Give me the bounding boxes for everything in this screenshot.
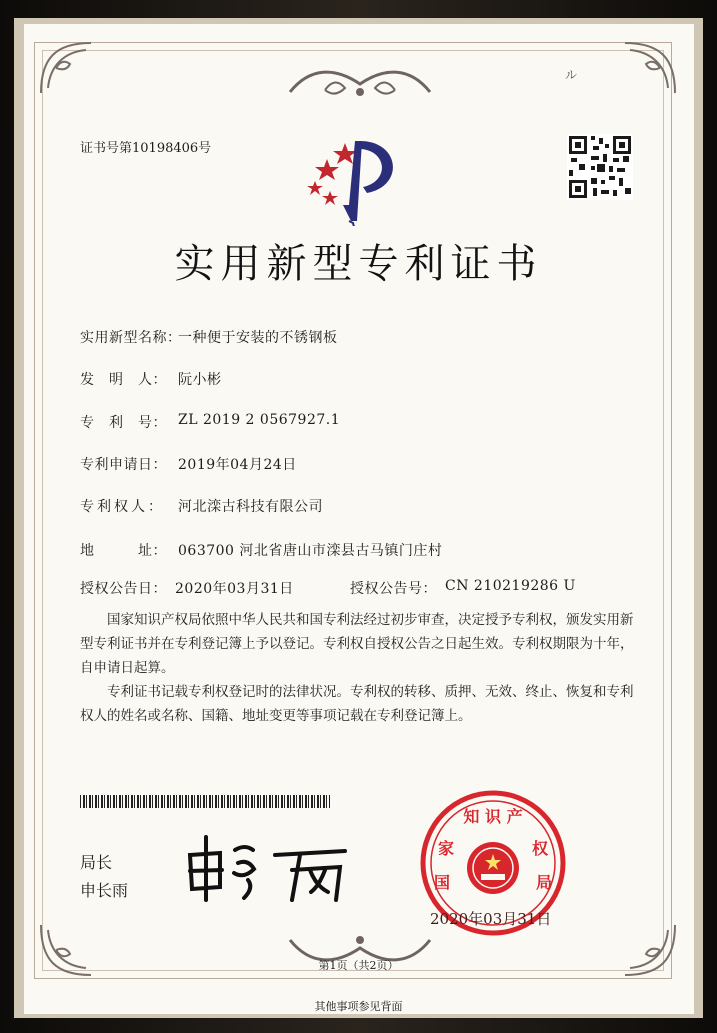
- field-value-address: 063700 河北省唐山市滦县古马镇门庄村: [178, 543, 443, 559]
- grant-number-label: 授权公告号：: [350, 581, 437, 597]
- svg-text:局: 局: [535, 873, 553, 892]
- page-indicator: 第1页（共2页）: [318, 959, 399, 972]
- field-value-application-date: 2019年04月24日: [178, 457, 297, 473]
- seal-date: 2020年03月31日: [430, 910, 552, 928]
- legal-status-paragraph: 专利证书记载专利权登记时的法律状况。专利权的转移、质押、无效、终止、恢复和专利权人的姓名或名称、国籍、地址变更等事项记载在专利登记簿上。: [80, 684, 634, 724]
- qr-code: [567, 134, 633, 200]
- grant-date-value: 2020年03月31日: [175, 581, 294, 597]
- field-label-patent-number: 专 利 号：: [80, 415, 167, 431]
- corner-ornament-top-right: [620, 38, 680, 98]
- field-value-patent-number: ZL 2019 2 0567927.1: [178, 412, 341, 428]
- svg-text:国: 国: [433, 873, 451, 892]
- director-signature: [180, 825, 360, 905]
- field-label-utility-model-name: 实用新型名称：: [80, 330, 182, 346]
- certificate-title: 实用新型专利证书: [174, 241, 543, 287]
- grant-statement-paragraph: 国家知识产权局依照中华人民共和国专利法经过初步审查，决定授予专利权，颁发实用新型专利证书并在专利登记簿上予以登记。专利权自授权公告之日起生效。专利权期限为十年，自申请日起算。: [80, 612, 634, 676]
- field-value-patentee: 河北滦古科技有限公司: [178, 499, 323, 515]
- field-value-utility-model-name: 一种便于安装的不锈钢板: [178, 330, 338, 346]
- svg-text:权: 权: [531, 839, 549, 858]
- field-label-application-date: 专利申请日：: [80, 457, 167, 473]
- patent-office-emblem: [305, 131, 410, 226]
- top-center-ornament: [285, 62, 435, 104]
- grant-date-label: 授权公告日：: [80, 581, 167, 597]
- field-label-patentee: 专利权人：: [80, 499, 165, 515]
- back-side-note: 其他事项参见背面: [314, 1000, 403, 1013]
- barcode: [80, 795, 330, 808]
- field-label-address: 地 址：: [80, 543, 167, 559]
- field-label-inventor: 发 明 人：: [80, 372, 167, 388]
- corner-handwritten-mark: ル: [565, 68, 578, 82]
- svg-text:家: 家: [437, 839, 455, 858]
- director-name: 申长雨: [80, 881, 129, 900]
- director-title: 局长: [80, 853, 113, 872]
- field-value-inventor: 阮小彬: [178, 372, 222, 388]
- svg-text:知 识 产: 知 识 产: [463, 807, 523, 826]
- grant-number-value: CN 210219286 U: [445, 578, 576, 594]
- corner-ornament-top-left: [36, 38, 96, 98]
- certificate-number: 证书号第10198406号: [80, 141, 212, 156]
